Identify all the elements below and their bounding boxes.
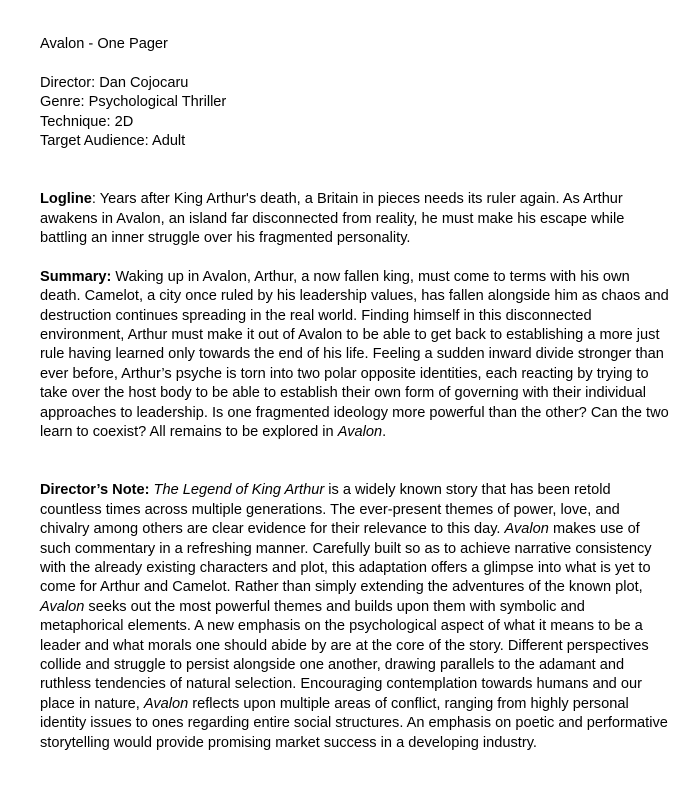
summary-italic-title: Avalon (337, 424, 383, 441)
spacer (40, 248, 670, 267)
directors-note-italic: The Legend of King Arthur (153, 482, 325, 499)
director-line: Director: Dan Cojocaru (40, 74, 189, 91)
audience-line: Target Audience: Adult (40, 133, 186, 150)
logline-label: Logline (40, 191, 92, 208)
directors-note-text: makes use of such commentary in a refreshing manner. Carefully built so as to achieve narrative consistency with the already existing characters and plot, this adaptation offers a glimpse into what is yet to come for Arthur and Camelot. Rather than simply extending the adventures of the known plot, (40, 521, 652, 596)
document-page (40, 35, 670, 753)
directors-note-text: reflects upon multiple areas of conflict, ranging from highly personal identity issues to ones regarding entire social structures. An emphasis on poetic and performative storytelling would provide promising market success in a developing industry. (40, 695, 668, 751)
summary-text: Waking up in Avalon, Arthur, a now fallen king, must come to terms with his own death. Camelot, a city once ruled by his leadership values, has fallen alongside him as chaos and destruction continues spreading in the real world. Finding himself in this disconnected environment, Arthur must make it out of Avalon to be able to get back to establishing a more just rule having learned only towards the end of his life. Feeling a sudden inward divide stronger than ever before, Arthur’s psyche is torn into two polar opposite identities, each reacting by trying to take over the host body to be able to establish their own form of governing with their individual approaches to leadership. Is one fragmented ideology more powerful than the other? Can the two learn to coexist? All remains to be explored in (40, 268, 669, 441)
directors-note-italic: Avalon (40, 598, 85, 615)
spacer (40, 151, 670, 190)
spacer (40, 442, 670, 481)
directors-note-text: seeks out the most powerful themes and builds upon them with symbolic and metaphorical elements. A new emphasis on the psychological aspect of what it means to be a leader and what morals one should abide by are at the core of the story. Different perspectives collide and struggle to persist alongside one another, drawing parallels to the adamant and ruthless tendencies of natural selection. Encouraging contemplation towards humans and our place in nature, (40, 598, 649, 712)
document-title: Avalon - One Pager (40, 36, 168, 52)
directors-note-italic: Avalon (504, 521, 549, 538)
summary-end: . (382, 424, 387, 441)
directors-note-italic: Avalon (143, 695, 189, 712)
spacer (40, 54, 670, 73)
logline-text: : Years after King Arthur's death, a Britain in pieces needs its ruler again. As Arthur awakens in Avalon, an island far disconnected from reality, he must make his escape while battling an inner struggle over his fragmented personality. (40, 191, 625, 247)
genre-line: Genre: Psychological Thriller (40, 94, 227, 111)
summary-paragraph (40, 268, 670, 443)
summary-label: Summary: (40, 268, 112, 285)
logline-paragraph (40, 190, 670, 248)
technique-line: Technique: 2D (40, 113, 134, 130)
directors-note-text: is a widely known story that has been retold countless times across multiple generations. The ever-present themes of power, love, and chivalry among others are clear evidence for their relevance to this day. (40, 482, 620, 538)
directors-note-paragraph (40, 481, 670, 753)
directors-note-label: Director’s Note: (40, 482, 150, 499)
